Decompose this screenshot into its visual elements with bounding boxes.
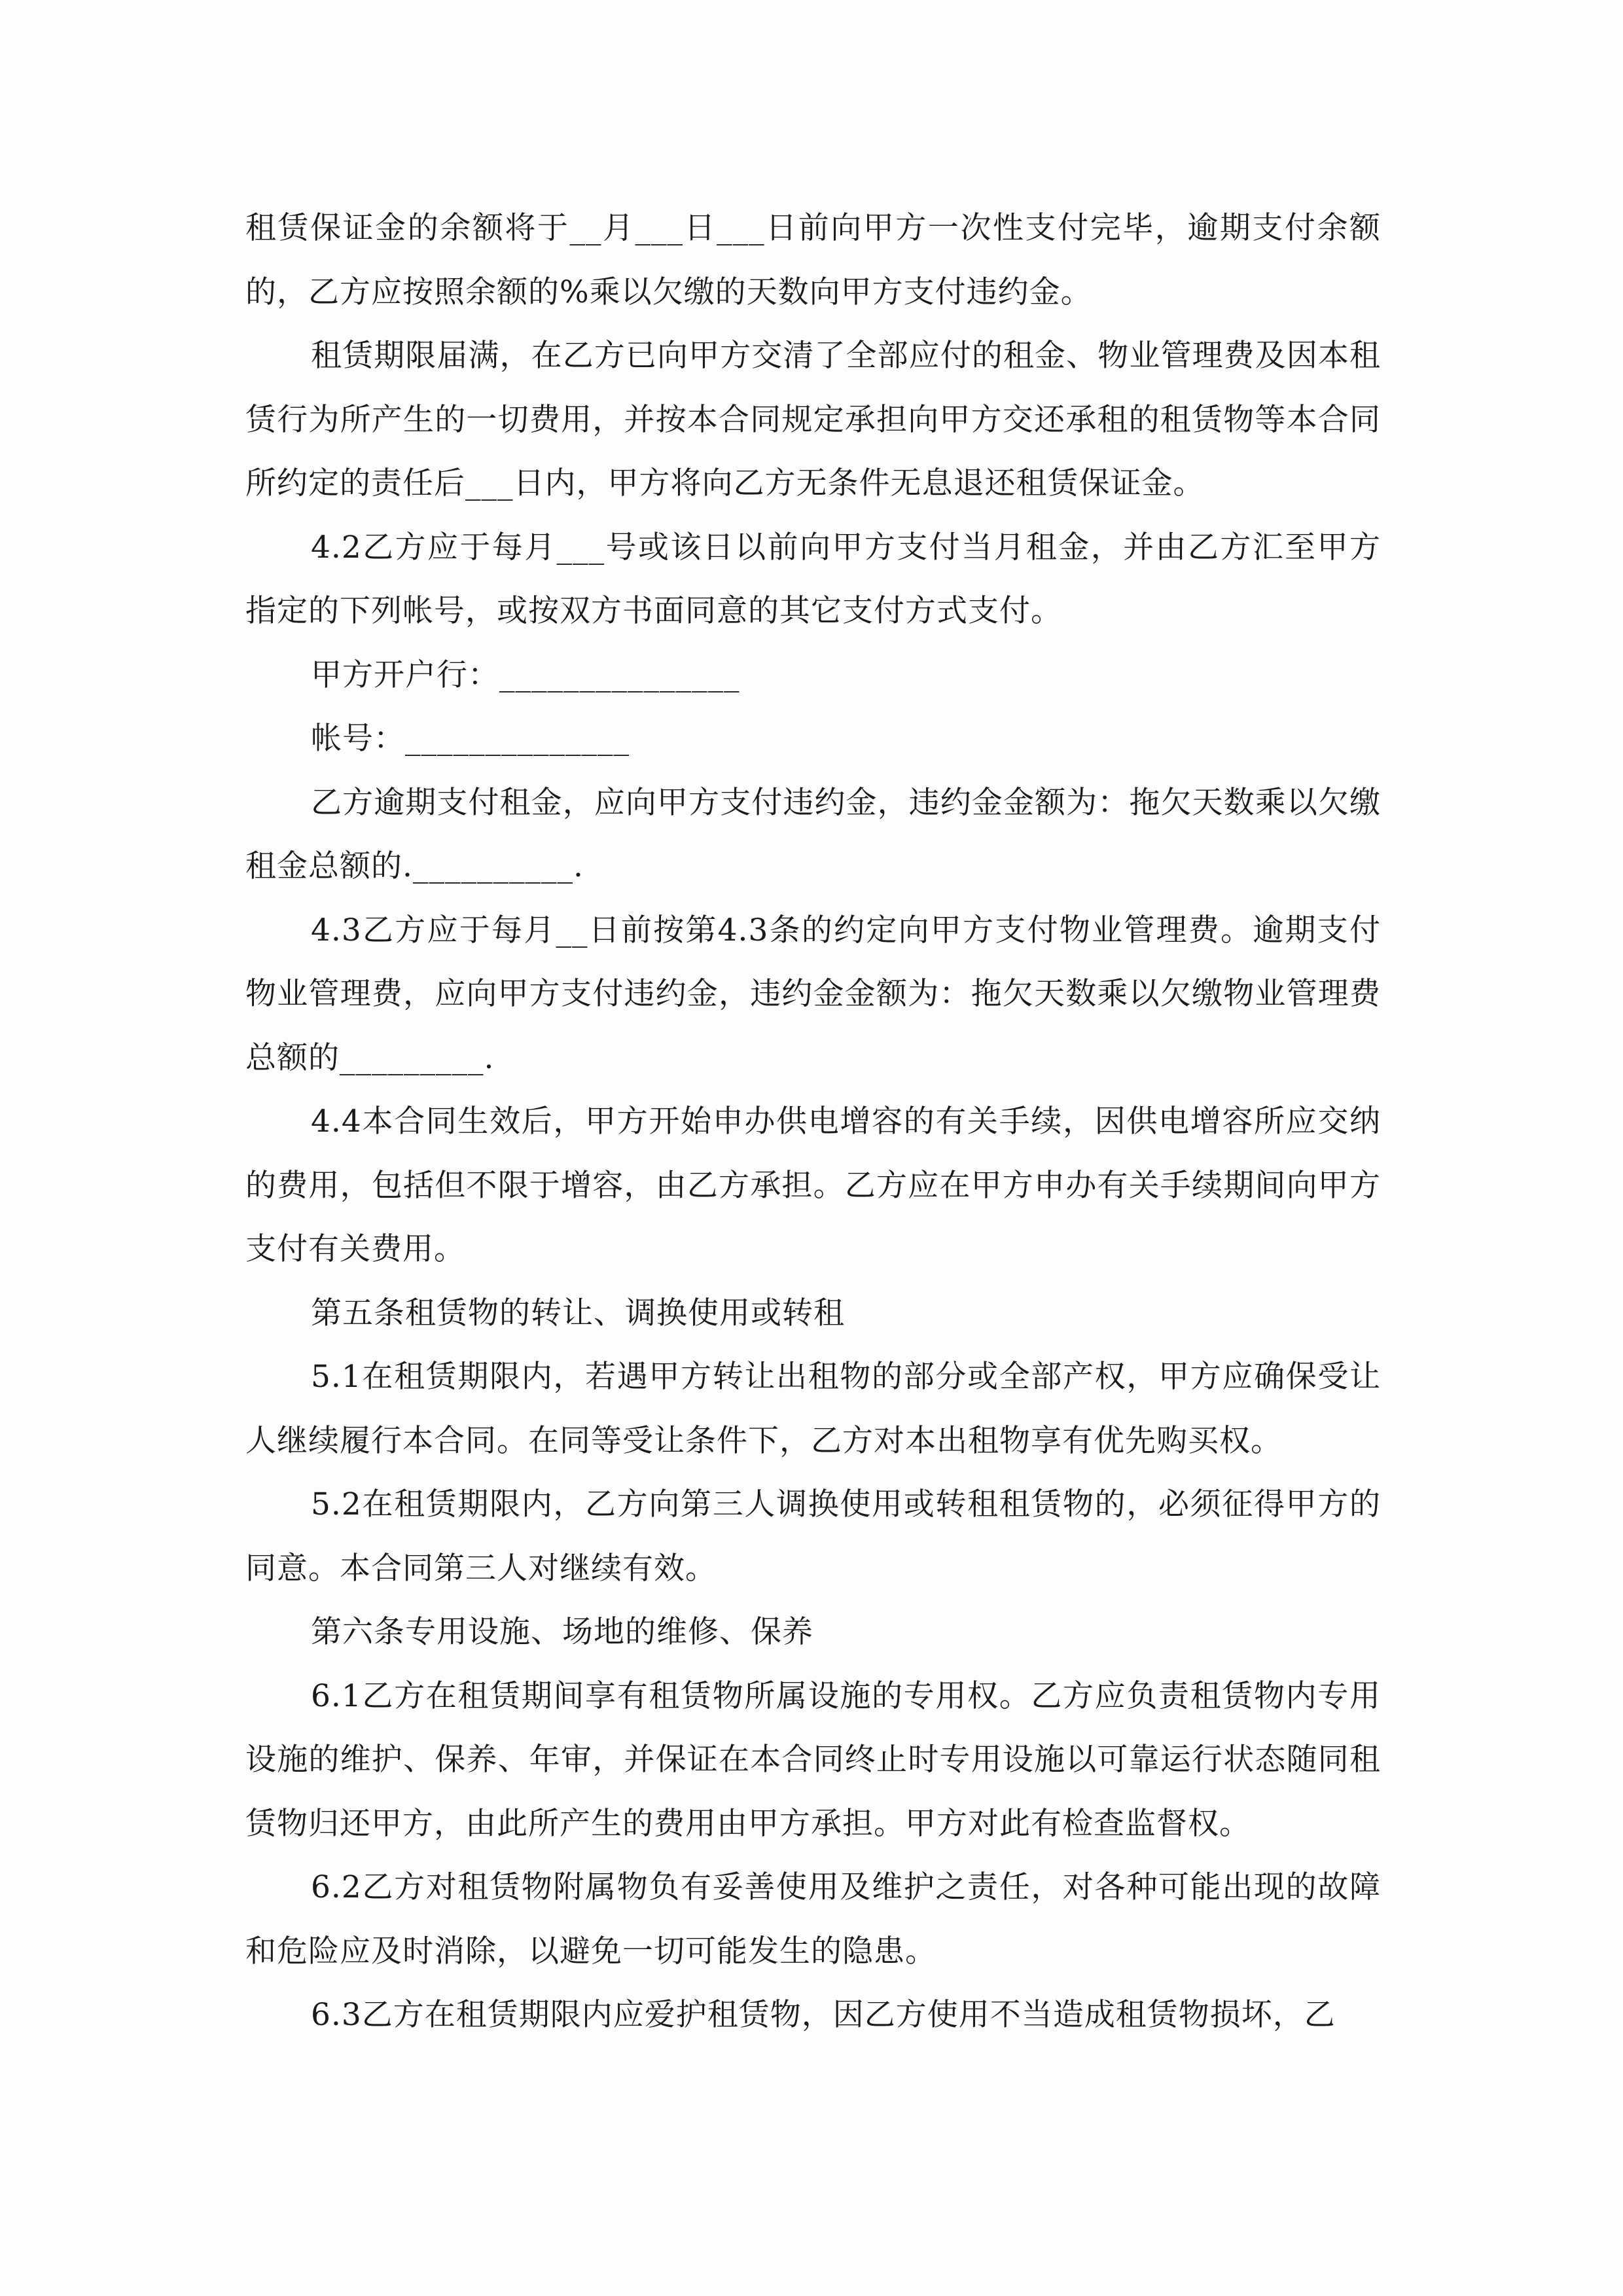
paragraph-bank-name: 甲方开户行：_______________ (311, 656, 740, 693)
paragraph-clause-5-1: 5.1在租赁期限内，若遇甲方转让出租物的部分或全部产权，甲方应确保受让人继续履行本合同。在同等受让条件下，乙方对本出租物享有优先购买权。 (245, 1359, 1381, 1459)
paragraph-deposit-balance: 租赁保证金的余额将于__月___日___日前向甲方一次性支付完毕，逾期支付余额的，乙方应按照余额的%乘以欠缴的天数向甲方支付违约金。 (245, 210, 1381, 310)
paragraph-late-rent-penalty: 乙方逾期支付租金，应向甲方支付违约金，违约金金额为：拖欠天数乘以欠缴租金总额的.__________. (245, 784, 1381, 884)
document-body (245, 196, 1381, 2047)
paragraph-clause-5-2: 5.2在租赁期限内，乙方向第三人调换使用或转租租赁物的，必须征得甲方的同意。本合同第三人对继续有效。 (245, 1486, 1381, 1587)
paragraph-clause-6-1: 6.1乙方在租赁期间享有租赁物所属设施的专用权。乙方应负责租赁物内专用设施的维护、保养、年审，并保证在本合同终止时专用设施以可靠运行状态随同租赁物归还甲方，由此所产生的费用由甲方承担。甲方对此有检查监督权。 (245, 1677, 1381, 1842)
paragraph-clause-4-3: 4.3乙方应于每月__日前按第4.3条的约定向甲方支付物业管理费。逾期支付物业管理费，应向甲方支付违约金，违约金金额为：拖欠天数乘以欠缴物业管理费总额的_________. (245, 912, 1381, 1076)
paragraph-clause-6-2: 6.2乙方对租赁物附属物负有妥善使用及维护之责任，对各种可能出现的故障和危险应及时消除，以避免一切可能发生的隐患。 (245, 1869, 1381, 1969)
paragraph-deposit-refund: 租赁期限届满，在乙方已向甲方交清了全部应付的租金、物业管理费及因本租赁行为所产生的一切费用，并按本合同规定承担向甲方交还承租的租赁物等本合同所约定的责任后___日内，甲方将向乙方无条件无息退还租赁保证金。 (245, 338, 1381, 501)
heading-article-5: 第五条租赁物的转让、调换使用或转租 (311, 1295, 845, 1331)
paragraph-account-number: 帐号：______________ (311, 721, 630, 757)
paragraph-clause-6-3: 6.3乙方在租赁期限内应爱护租赁物，因乙方使用不当造成租赁物损坏，乙 (311, 1997, 1336, 2033)
paragraph-clause-4-4: 4.4本合同生效后，甲方开始申办供电增容的有关手续，因供电增容所应交纳的费用，包括但不限于增容，由乙方承担。乙方应在甲方申办有关手续期间向甲方支付有关费用。 (245, 1103, 1381, 1267)
paragraph-clause-4-2: 4.2乙方应于每月___号或该日以前向甲方支付当月租金，并由乙方汇至甲方指定的下列帐号，或按双方书面同意的其它支付方式支付。 (245, 529, 1381, 629)
heading-article-6: 第六条专用设施、场地的维修、保养 (311, 1614, 813, 1650)
